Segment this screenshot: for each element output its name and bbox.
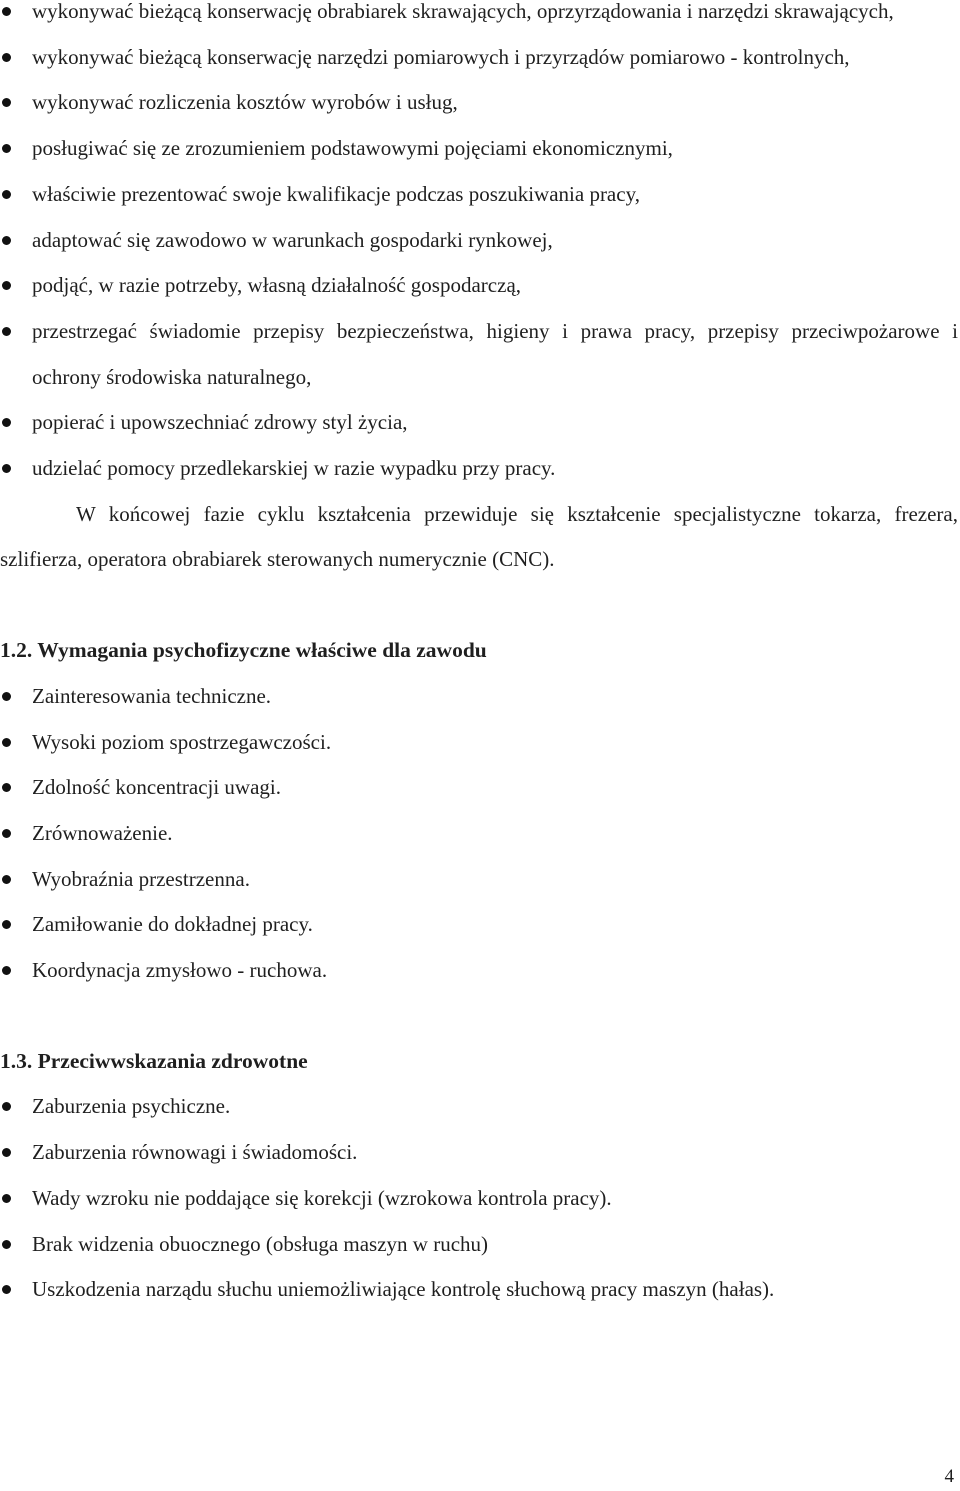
bullet-icon [2, 98, 11, 107]
list-item-text: wykonywać rozliczenia kosztów wyrobów i usług, [32, 90, 458, 115]
spacer [0, 994, 960, 1039]
list-item [0, 1130, 960, 1176]
bullet-icon [2, 920, 11, 929]
bullet-icon [2, 464, 11, 473]
bullet-icon [2, 783, 11, 792]
bullet-icon [2, 327, 11, 336]
list-item [0, 446, 960, 492]
list-item-text: Zdolność koncentracji uwagi. [32, 775, 282, 800]
page-number: 4 [944, 1466, 954, 1487]
list-item-text: popierać i upowszechniać zdrowy styl życia, [32, 410, 408, 435]
bullet-icon [2, 7, 11, 16]
bullet-icon [2, 418, 11, 427]
list-item-text: Zaburzenia równowagi i świadomości. [32, 1140, 358, 1165]
list-item-text: Uszkodzenia narządu słuchu uniemożliwiające kontrolę słuchową pracy maszyn (hałas). [32, 1277, 775, 1302]
list-item-text: wykonywać bieżącą konserwację obrabiarek skrawających, oprzyrządowania i narzędzi skrawających, [32, 0, 894, 23]
skills-list [0, 0, 960, 492]
list-item-text: posługiwać się ze zrozumieniem podstawowymi pojęciami ekonomicznymi, [32, 136, 673, 161]
contraindications-list [0, 1084, 960, 1313]
list-item-text: Zamiłowanie do dokładnej pracy. [32, 912, 313, 937]
bullet-icon [2, 1148, 11, 1157]
list-item [0, 126, 960, 172]
bullet-icon [2, 829, 11, 838]
bullet-icon [2, 281, 11, 290]
list-item [0, 1176, 960, 1222]
list-item-text: wykonywać bieżącą konserwację narzędzi pomiarowych i przyrządów pomiarowo - kontrolnych, [32, 44, 850, 69]
bullet-icon [2, 1240, 11, 1249]
list-item-text: Wysoki poziom spostrzegawczości. [32, 729, 332, 754]
bullet-icon [2, 692, 11, 701]
list-item [0, 1222, 960, 1268]
list-item [0, 35, 960, 81]
bullet-icon [2, 738, 11, 747]
list-item [0, 309, 960, 400]
list-item-text: Zrównoważenie. [32, 820, 173, 845]
bullet-icon [2, 1194, 11, 1203]
list-item [0, 857, 960, 903]
list-item-text: przestrzegać świadomie przepisy bezpieczeństwa, higieny i prawa pracy, przepisy przeciwpożarowe i ochrony środowiska naturalnego, [32, 318, 958, 389]
bullet-icon [2, 190, 11, 199]
bullet-icon [2, 236, 11, 245]
list-item [0, 720, 960, 766]
list-item-text: właściwie prezentować swoje kwalifikacje podczas poszukiwania pracy, [32, 181, 640, 206]
bullet-icon [2, 1102, 11, 1111]
list-item-text: Wyobraźnia przestrzenna. [32, 866, 250, 891]
requirements-list [0, 674, 960, 994]
list-item-text: udzielać pomocy przedlekarskiej w razie wypadku przy pracy. [32, 456, 556, 481]
list-item-text: Brak widzenia obuocznego (obsługa maszyn w ruchu) [32, 1231, 489, 1256]
list-item-text: adaptować się zawodowo w warunkach gospodarki rynkowej, [32, 227, 553, 252]
spacer [0, 583, 960, 628]
bullet-icon [2, 966, 11, 975]
list-item [0, 80, 960, 126]
bullet-icon [2, 53, 11, 62]
list-item [0, 1084, 960, 1130]
list-item [0, 218, 960, 264]
section-heading-contraindications: 1.3. Przeciwwskazania zdrowotne [0, 1048, 308, 1073]
section-heading-requirements: 1.2. Wymagania psychofizyczne właściwe dla zawodu [0, 638, 487, 663]
list-item [0, 0, 960, 35]
list-item [0, 1267, 960, 1313]
bullet-icon [2, 875, 11, 884]
list-item-text: podjąć, w razie potrzeby, własną działalność gospodarczą, [32, 273, 522, 298]
list-item [0, 811, 960, 857]
list-item-text: Zainteresowania techniczne. [32, 683, 272, 708]
list-item [0, 902, 960, 948]
bullet-icon [2, 144, 11, 153]
list-item-text: Wady wzroku nie poddające się korekcji (wzrokowa kontrola pracy). [32, 1185, 612, 1210]
list-item [0, 263, 960, 309]
specialization-paragraph: W końcowej fazie cyklu kształcenia przewiduje się kształcenie specjalistyczne tokarza, frezera, szlifierza, operatora obrabiarek sterowanych numerycznie (CNC). [0, 501, 958, 572]
list-item [0, 172, 960, 218]
list-item [0, 948, 960, 994]
bullet-icon [2, 1285, 11, 1294]
list-item [0, 765, 960, 811]
list-item-text: Zaburzenia psychiczne. [32, 1094, 231, 1119]
list-item [0, 400, 960, 446]
list-item-text: Koordynacja zmysłowo - ruchowa. [32, 958, 328, 983]
list-item [0, 674, 960, 720]
